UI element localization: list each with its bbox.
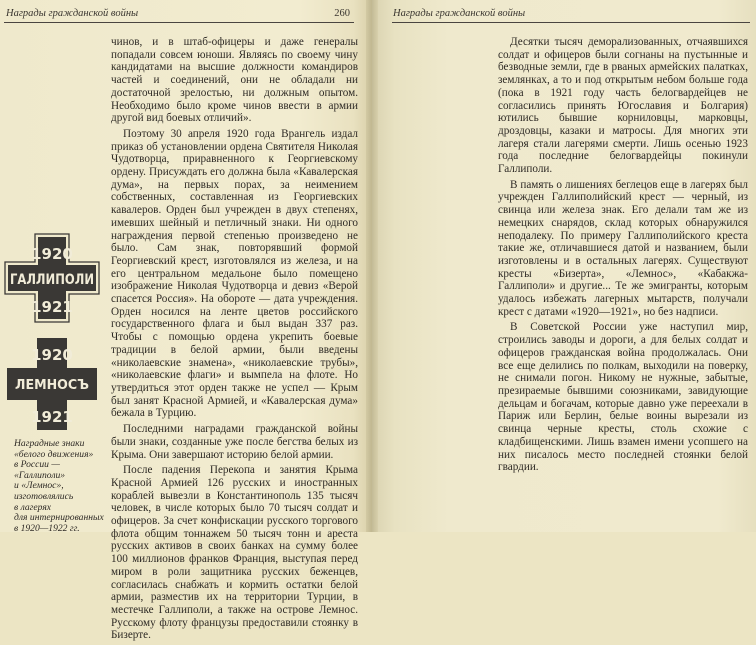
paragraph: После падения Перекопа и занятия Крыма Красной Армией 126 русских и иностранных кораблей вывезли в Константинополь 135 тысяч человек, в числе которых было 70 тысяч солдат и офицеров. За счет конфискации русского торгового флота общим тоннажем 50 тысяч тонн и ареста русских активов в своих банках на сумму более 100 миллионов франков Франция, выступая перед миром в роли защитника русских беженцев, согласилась снабжать и кормить остатки белой армии, разместив их на территории Турции, в местечке Галлиполи, а также на острове Лемнос. Русскому флоту французы предоставили стоянку в Бизерте. [111,464,358,642]
paragraph: В Советской России уже наступил мир, строились заводы и дороги, а для белых солдат и офицеров гражданская война продолжалась. Они все еще делились по полкам, выходили на поверку, не снимали погон. Никому не нужные, забытые, презираемые бывшими союзниками, завидующие дельцам и богачам, которые давно уже переехали в Париж или Берлин, белые воины вырезали из свинца черные кресты, столь схожие с кладбищенскими. Лишь взамен имени усопшего на них писалось место последней стоянки белой гвардии. [498,321,748,474]
header-rule [392,22,750,23]
badge-lemnos [3,336,101,432]
figure-caption [14,439,114,534]
left-running-head: Награды гражданской войны [6,8,139,19]
page-number: 260 [334,8,350,19]
paragraph: Последними наградами гражданской войны были знаки, созданные уже после бегства белых из Крыма. Они завершают историю белой армии. [111,423,358,461]
lemnos-year-top: 1920 [31,346,73,364]
gallipoli-cross-icon [3,232,101,324]
lemnos-name: ЛЕМНОСЪ [15,378,89,393]
caption-line: в лагерях [14,501,52,513]
lemnos-year-bottom: 1921 [31,408,73,426]
caption-line: и «Лемнос», [14,480,64,492]
caption-line: для интернированных [14,512,104,524]
caption-line: изготовлялись [14,490,74,502]
gallipoli-year-bottom: 1921 [31,298,73,316]
paragraph: Десятки тысяч деморализованных, отчаявшихся солдат и офицеров были согнаны на пустынные и безводные земли, где в рваных армейских палатках, землянках, а то и под открытым небом больше года (пока в 1921 году часть белогвардейцев не согласились принять Югославия и Болгария) ютились бывшие корниловцы, марковцы, дроздовцы, казаки и матросы. Для многих эти лагеря стали лагерями смерти. Лишь осенью 1923 года последние белогвардейцы покинули Галлиполи. [498,36,748,176]
badge-gallipoli [3,232,101,324]
caption-line: Наградные знаки [14,438,85,449]
caption-line: «Галлиполи» [14,469,66,481]
caption-line: в России — [14,459,60,471]
right-page [372,0,756,532]
gallipoli-year-top: 1920 [31,245,73,263]
paragraph: чинов, и в штаб-офицеры и даже генералы попадали совсем юноши. Являясь по своему чину кандидатами на высшие должности командиров частей и соединений, они не обладали ни достаточной зрелостью, ни должным опытом. Необходимо было кроме чинов ввести в армии другой вид боевых отличий». [111,36,358,125]
caption-line: «белого движения» [14,448,94,460]
left-text-column [111,36,358,645]
header-rule [4,22,354,23]
paragraph: Поэтому 30 апреля 1920 года Врангель издал приказ об установлении ордена Святителя Николая Чудотворца, приравненного к Георгиевскому ордену. Присуждать его должна была «Кавалерская дума», на первых порах, за неимением собственных, составленная из Георгиевских кавалеров. Орден был учрежден в двух степенях, имевших шейный и петличный знаки. Ни одного награждения первой степенью произведено не было. Сам знак, повторявший формой Георгиевский крест, изготовлялся из железа, и на его центральном медальоне было помещено изображение Николая Чудотворца и девиз «Верой спасется Россия». На обороте — дата учреждения. Орден носился на ленте цветов российского государственного флага и был выдан 337 раз. Чтобы с помощью ордена укрепить боевые традиции в белой армии, были введены «николаевские знамена», «николаевские трубы», «николаевские флаги» и вымпела на флоте. Но утвердиться этот орден также не успел — Крым был занят Красной Армией, и «Кавалерская дума» бежала в Турцию. [111,127,358,420]
right-running-head: Награды гражданской войны [393,8,526,19]
right-text-column [498,36,748,477]
caption-line: в 1920—1922 гг. [14,522,80,534]
book-spine [366,0,378,532]
gallipoli-name: ГАЛЛИПОЛИ [10,272,94,288]
left-page [0,0,372,642]
paragraph: В память о лишениях беглецов еще в лагерях был учрежден Галлиполийский крест — черный, из свинца или железа знак. Его делали там же из немецких снарядов, склад которых обнаружился неподалеку. По примеру Галлиполийского креста такие же, отличавшиеся датой и названием, были изготовлены и в остальных лагерях. Существуют кресты «Бизерта», «Лемнос», «Кабакжа-Галлиполи» и другие... Те же эмигранты, которым удалось избежать лагерных мытарств, получали крест с датами «1920—1921», но без надписи. [498,178,748,318]
lemnos-cross-icon [3,336,101,432]
